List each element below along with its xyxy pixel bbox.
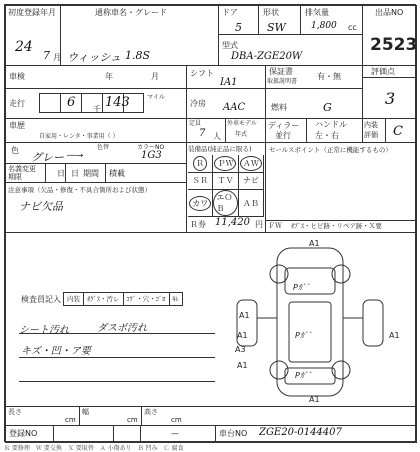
dmg-label-2: A1	[239, 311, 250, 320]
aircon-value: AAC	[223, 102, 246, 113]
legend-footnote: Ｒ 要修理 Ｗ 要交換 Ｘ 要取替 Ａ 小傷あり Ｂ 凹み Ｃ 腐食	[4, 445, 184, 452]
equipment-item-label: ＳＲ	[192, 176, 209, 186]
equipment-item	[239, 190, 264, 217]
height-unit: cm	[171, 416, 182, 424]
reg-dash: —	[171, 429, 179, 438]
inspection-month-unit: 月	[151, 72, 159, 81]
dim-sep-2	[141, 406, 142, 426]
meigi-day-label: 日	[57, 169, 65, 178]
inspector-title: 検査員記入	[21, 295, 61, 304]
inspection-year-unit: 年	[105, 72, 113, 81]
color-label: 色	[11, 146, 19, 155]
capacity-label: 定員	[189, 120, 202, 127]
displacement-unit: cc	[348, 23, 357, 32]
inspector-option: ｷﾚ	[172, 295, 179, 303]
model-value: DBA-ZGE20W	[231, 51, 303, 62]
meigi-load-label: 積載	[109, 169, 125, 178]
score-label: 評価点	[371, 67, 395, 76]
equipment-item-label: ＡＢ	[242, 198, 259, 208]
fuel-value: G	[323, 101, 332, 114]
dealer-label: ディラー	[268, 121, 300, 130]
equipment-item-label: Ｒ	[193, 156, 207, 171]
inspector-line-2	[19, 357, 215, 358]
inspector-note-3: キズ・凹・ア要	[21, 346, 91, 357]
equipment-item	[239, 173, 264, 191]
mileage-unit: 千	[93, 105, 101, 114]
dim-sep-1	[79, 406, 80, 426]
length-label: 長さ	[8, 408, 22, 416]
r-coupon-label: Ｒ券	[190, 220, 206, 229]
score-value: 3	[385, 89, 396, 108]
dmg-label-5: A1	[237, 361, 248, 370]
dmg-label-3: A1	[237, 331, 248, 340]
equipment-item-label: エＯＢ	[213, 190, 237, 216]
history-label: 車歴	[9, 121, 25, 130]
inspector-options	[63, 292, 183, 306]
exterior-sub: 年式	[235, 131, 248, 138]
inspector-note-1: シート汚れ	[19, 325, 69, 336]
inspector-option: 内装	[64, 293, 84, 305]
digit-sep-3	[102, 93, 103, 113]
r-coupon-value: 11,420	[215, 217, 250, 228]
inspector-option: ｵｸﾞｽ・汚レ	[84, 293, 124, 305]
digit-sep-1	[60, 93, 61, 113]
car-name-value: ウィッシュ	[67, 51, 122, 64]
length-unit: cm	[65, 416, 76, 424]
exterior-label: 外車モデル	[227, 120, 257, 127]
equipment-item-label: カワ	[189, 196, 211, 211]
reg-sep-3	[140, 425, 141, 443]
dmg-label-1: A1	[309, 239, 320, 248]
registration-row	[5, 425, 417, 443]
equipment-item-label: ＰＷ	[214, 156, 236, 171]
interior-divider	[385, 118, 386, 143]
chassis-value: ZGE20-0144407	[259, 427, 342, 438]
color-no-label: カラーNO	[137, 144, 165, 151]
color-value: グレー	[31, 151, 64, 164]
handle-label: ハンドル	[315, 120, 347, 129]
meigi-period-label: 期間	[83, 169, 99, 178]
dealer-sub: 並行	[275, 131, 291, 140]
width-label: 幅	[82, 408, 89, 416]
inspector-line-3	[19, 381, 215, 382]
car-damage-diagram	[229, 238, 415, 404]
meigi-sep-3	[105, 163, 106, 183]
width-unit: cm	[127, 416, 138, 424]
door-label: ドア	[222, 8, 238, 17]
color-arrow: ──→	[67, 151, 84, 160]
meigi-days-label: 日	[71, 169, 79, 178]
equipment-item-label: ナビ	[242, 176, 259, 186]
height-label: 高さ	[144, 408, 158, 416]
dmg-label-4: A3	[235, 345, 246, 354]
equipment-title: 装備品(純正品に限る)	[188, 145, 252, 153]
aircon-label: 冷房	[190, 99, 206, 108]
equipment-item	[188, 155, 213, 173]
capacity-unit: 人	[213, 132, 221, 141]
interior-value: C	[393, 124, 403, 139]
shift-label: シフト	[190, 69, 214, 78]
dmg-label-6: A1	[389, 331, 400, 340]
chassis-label: 車台NO	[219, 429, 248, 438]
lot-label: 出品NO	[375, 8, 404, 17]
inspector-note-2: ダスボ汚れ	[97, 323, 147, 334]
color-no-value: 1G3	[141, 150, 162, 161]
interior-sub: 評価	[364, 131, 378, 139]
capacity-value: 7	[199, 128, 206, 139]
meigi-label: 名義変更	[8, 165, 36, 173]
history-options: 自家用・レンタ・事業用（ ）	[39, 133, 119, 140]
fw-note: ｵﾌﾞｽ・ヒビ跡・リペア跡・Ｘ要	[291, 222, 382, 230]
equipment-item	[239, 155, 264, 173]
mileage-value: 6	[67, 95, 76, 110]
reg-no-label: 登録NO	[9, 429, 38, 438]
inspection-row	[5, 65, 187, 89]
name-grade-label: 通称車名・グレード	[95, 8, 167, 17]
meigi-sep-2	[65, 163, 66, 183]
equipment-item	[188, 173, 213, 191]
model-label: 型式	[222, 41, 238, 50]
mileage-value-2: 143	[105, 95, 130, 110]
auction-sheet	[4, 4, 416, 442]
equipment-grid	[188, 155, 264, 217]
reg-year-value: 24	[15, 39, 33, 55]
mileage-sub: マイル	[147, 94, 165, 101]
digit-sep-2	[81, 93, 82, 113]
meigi-sub: 期限	[8, 173, 22, 181]
equipment-item	[213, 173, 238, 191]
equipment-item	[213, 190, 238, 217]
warranty-value: 有・無	[317, 72, 341, 81]
shift-value: IA1	[220, 77, 238, 88]
reg-sep-2	[113, 425, 114, 443]
sales-point-title: セールスポイント（正常に機能するもの）	[269, 146, 392, 154]
score-divider	[362, 77, 417, 78]
interior-label: 内装	[364, 121, 378, 129]
equipment-item-label: ＡＷ	[240, 156, 262, 171]
r-coupon-unit: 円	[255, 220, 263, 229]
equipment-item	[188, 190, 213, 217]
mileage-label: 走行	[9, 99, 25, 108]
caution-title: 注意事項（欠品・修復・不具合箇所および状態）	[8, 186, 151, 194]
displacement-label: 排気量	[305, 8, 329, 17]
dmg-label-7: A1	[309, 395, 320, 404]
inspector-option: ｺｹﾞ・穴・ｺﾞﾛ	[124, 293, 170, 305]
equipment-item-label: ＴＶ	[217, 176, 234, 186]
inspection-label: 車検	[9, 72, 25, 81]
door-value: 5	[235, 21, 242, 34]
equipment-item	[213, 155, 238, 173]
fw-label: ＦＷ	[268, 222, 282, 230]
panel-label-3: Pｶﾞﾞ	[295, 371, 312, 380]
lot-number: 2523	[370, 35, 418, 55]
displacement-value: 1,800	[311, 21, 337, 31]
reg-date-label: 初度登録年月	[8, 8, 56, 17]
meigi-sep-1	[45, 163, 46, 183]
reg-month-value: 7	[43, 49, 50, 62]
fuel-label: 燃料	[271, 103, 287, 112]
reg-sep-1	[53, 425, 54, 443]
reg-sep-4	[215, 425, 216, 443]
warranty-sub: 取扱説明書	[267, 78, 298, 85]
reg-month-unit: 月	[53, 53, 61, 62]
handle-value: 左・右	[315, 131, 339, 140]
panel-label-2: Pｶﾞﾞ	[295, 331, 312, 340]
caution-value: ナビ欠品	[19, 200, 63, 213]
panel-label-1: Pｶﾞﾞ	[293, 283, 310, 292]
grade-value: 1.8S	[125, 49, 151, 62]
warranty-label: 保証書	[269, 67, 293, 76]
color-change-label: 色替	[97, 144, 110, 151]
shape-label: 形状	[263, 8, 279, 17]
shape-value: SW	[267, 21, 286, 34]
